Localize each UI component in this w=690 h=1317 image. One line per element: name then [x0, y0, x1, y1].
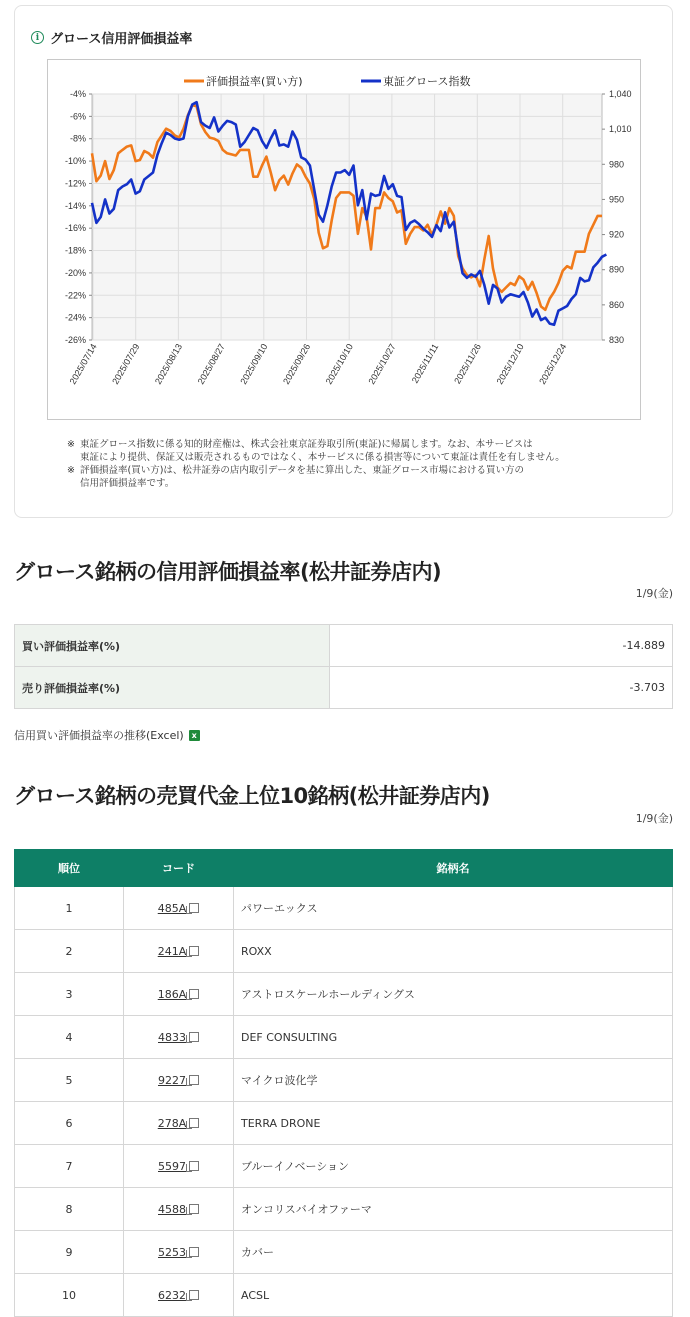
x-tick-label: 2025/07/14: [67, 342, 99, 387]
stock-code-link[interactable]: 186A: [157, 987, 187, 1001]
table-row: [15, 973, 673, 1016]
copy-icon[interactable]: [189, 1075, 199, 1085]
table-row: [15, 1059, 673, 1102]
copy-icon[interactable]: [189, 1032, 199, 1042]
copy-icon[interactable]: [189, 903, 199, 913]
stock-code-link[interactable]: 4833: [158, 1030, 186, 1044]
rank-cell: 7: [15, 1145, 124, 1188]
code-cell: [124, 1059, 234, 1102]
ranking-body: [15, 887, 673, 1317]
left-tick-label: -14%: [64, 200, 86, 211]
legend-label-index: 東証グロース指数: [383, 75, 471, 88]
rank-cell: 6: [15, 1102, 124, 1145]
rank-cell: 4: [15, 1016, 124, 1059]
left-tick-label: -26%: [64, 335, 86, 345]
buy-rate-value: -14.889: [330, 625, 673, 667]
header-code: コード: [124, 850, 234, 887]
right-tick-label: 830: [609, 335, 625, 345]
rank-cell: 8: [15, 1188, 124, 1231]
stock-name-cell: アストロスケールホールディングス: [234, 973, 673, 1016]
rank-cell: 9: [15, 1231, 124, 1274]
copy-icon[interactable]: [189, 989, 199, 999]
header-name: 銘柄名: [234, 850, 673, 887]
left-tick-label: -6%: [69, 111, 86, 122]
x-tick-label: 2025/12/24: [537, 342, 569, 387]
rank-cell: 2: [15, 930, 124, 973]
right-tick-label: 980: [609, 159, 625, 170]
stock-code-link[interactable]: 5253: [158, 1245, 186, 1259]
table-row: [15, 1016, 673, 1059]
note-1-line-1: 東証グロース指数に係る知的財産権は、株式会社東京証券取引所(東証)に帰属します。なお、本サービスは: [80, 439, 533, 450]
note-1: ※ 東証グロース指数に係る知的財産権は、株式会社東京証券取引所(東証)に帰属します。なお、本サービスは 東証により提供、保証又は販売されるものではなく、本サービスに係る損害等について東証は責任を有しません。: [67, 439, 565, 463]
ranking-table: [14, 849, 673, 1317]
copy-icon[interactable]: [189, 1204, 199, 1214]
table-row: [15, 1145, 673, 1188]
stock-name-cell: パワーエックス: [234, 887, 673, 930]
left-tick-label: -8%: [69, 133, 86, 144]
stock-name-cell: ROXX: [234, 930, 673, 973]
x-tick-label: 2025/08/27: [195, 342, 227, 387]
legend-label-rate: 評価損益率(買い方): [206, 75, 303, 88]
x-tick-label: 2025/09/26: [281, 342, 313, 387]
code-cell: [124, 1274, 234, 1317]
chart-title-text: グロース信用評価損益率: [50, 32, 193, 47]
rate-section-title: グロース銘柄の信用評価損益率(松井証券店内): [14, 560, 442, 584]
ranking-section-title: グロース銘柄の売買代金上位10銘柄(松井証券店内): [14, 784, 490, 808]
code-cell: [124, 1145, 234, 1188]
stock-code-link[interactable]: 9227: [158, 1073, 186, 1087]
chart-notes: [67, 438, 647, 490]
left-tick-label: -4%: [69, 89, 86, 99]
right-tick-label: 1,040: [609, 89, 632, 99]
rate-section-date: 1/9(金): [635, 587, 673, 600]
rate-row-sell: [15, 667, 673, 709]
x-tick-label: 2025/11/26: [452, 342, 484, 386]
right-tick-label: 1,010: [609, 124, 632, 135]
code-cell: [124, 1231, 234, 1274]
buy-rate-label: 買い評価損益率(%): [15, 625, 330, 667]
sell-rate-value: -3.703: [330, 667, 673, 709]
table-row: [15, 1231, 673, 1274]
copy-icon[interactable]: [189, 1161, 199, 1171]
stock-code-link[interactable]: 4588: [158, 1202, 186, 1216]
code-cell: [124, 930, 234, 973]
copy-icon[interactable]: [189, 946, 199, 956]
growth-margin-chart: [48, 60, 640, 419]
table-row: [15, 887, 673, 930]
left-tick-label: -24%: [64, 312, 86, 323]
stock-name-cell: DEF CONSULTING: [234, 1016, 673, 1059]
copy-icon[interactable]: [189, 1290, 199, 1300]
stock-name-cell: TERRA DRONE: [234, 1102, 673, 1145]
stock-name-cell: ACSL: [234, 1274, 673, 1317]
stock-code-link[interactable]: 5597: [158, 1159, 186, 1173]
excel-link-label[interactable]: 信用買い評価損益率の推移(Excel): [14, 729, 184, 742]
table-row: [15, 1188, 673, 1231]
rank-cell: 10: [15, 1274, 124, 1317]
rank-cell: 1: [15, 887, 124, 930]
left-tick-label: -10%: [64, 156, 86, 167]
note-2-line-1: 評価損益率(買い方)は、松井証券の店内取引データを基に算出した、東証グロース市場における買い方の: [80, 465, 524, 476]
rank-cell: 5: [15, 1059, 124, 1102]
code-cell: [124, 1188, 234, 1231]
excel-download-link[interactable]: [14, 727, 200, 743]
rate-table: [14, 624, 673, 709]
ranking-section-date: 1/9(金): [635, 812, 673, 825]
code-cell: [124, 973, 234, 1016]
info-icon[interactable]: i: [31, 31, 44, 44]
rate-row-buy: [15, 625, 673, 667]
x-tick-label: 2025/10/27: [366, 342, 398, 387]
rank-cell: 3: [15, 973, 124, 1016]
stock-name-cell: オンコリスバイオファーマ: [234, 1188, 673, 1231]
left-tick-label: -20%: [64, 267, 86, 278]
stock-name-cell: ブルーイノベーション: [234, 1145, 673, 1188]
chart-card-title: [31, 28, 192, 47]
header-rank: 順位: [15, 850, 124, 887]
code-cell: [124, 887, 234, 930]
chart-card: [14, 5, 673, 518]
x-tick-label: 2025/10/10: [323, 342, 355, 387]
stock-code-link[interactable]: 485A: [157, 901, 187, 915]
copy-icon[interactable]: [189, 1118, 199, 1128]
right-tick-label: 950: [609, 194, 625, 205]
stock-code-link[interactable]: 278A: [157, 1116, 187, 1130]
table-row: [15, 1274, 673, 1317]
note-2: ※ 評価損益率(買い方)は、松井証券の店内取引データを基に算出した、東証グロース市場における買い方の 信用評価損益率です。: [67, 465, 524, 489]
x-tick-label: 2025/09/10: [238, 342, 270, 387]
left-tick-label: -22%: [64, 290, 86, 301]
left-tick-label: -12%: [64, 178, 86, 189]
x-tick-label: 2025/11/11: [409, 342, 441, 385]
code-cell: [124, 1016, 234, 1059]
stock-code-link[interactable]: 241A: [157, 944, 187, 958]
stock-code-link[interactable]: 6232: [158, 1288, 186, 1302]
left-tick-label: -16%: [64, 223, 86, 234]
note-2-line-2: 信用評価損益率です。: [80, 478, 175, 489]
copy-icon[interactable]: [189, 1247, 199, 1257]
x-tick-label: 2025/07/29: [110, 342, 142, 387]
stock-name-cell: カバー: [234, 1231, 673, 1274]
code-cell: [124, 1102, 234, 1145]
x-tick-label: 2025/12/10: [494, 342, 526, 387]
sell-rate-label: 売り評価損益率(%): [15, 667, 330, 709]
excel-icon[interactable]: x: [189, 730, 200, 741]
right-tick-label: 860: [609, 299, 625, 310]
right-tick-label: 920: [609, 229, 625, 240]
note-1-line-2: 東証により提供、保証又は販売されるものではなく、本サービスに係る損害等について東証は責任を有しません。: [80, 452, 565, 463]
right-tick-label: 890: [609, 264, 625, 275]
ranking-header-row: [15, 850, 673, 887]
x-tick-label: 2025/08/13: [152, 342, 185, 387]
chart-frame: [47, 59, 641, 420]
table-row: [15, 930, 673, 973]
stock-name-cell: マイクロ波化学: [234, 1059, 673, 1102]
table-row: [15, 1102, 673, 1145]
left-tick-label: -18%: [64, 245, 86, 256]
